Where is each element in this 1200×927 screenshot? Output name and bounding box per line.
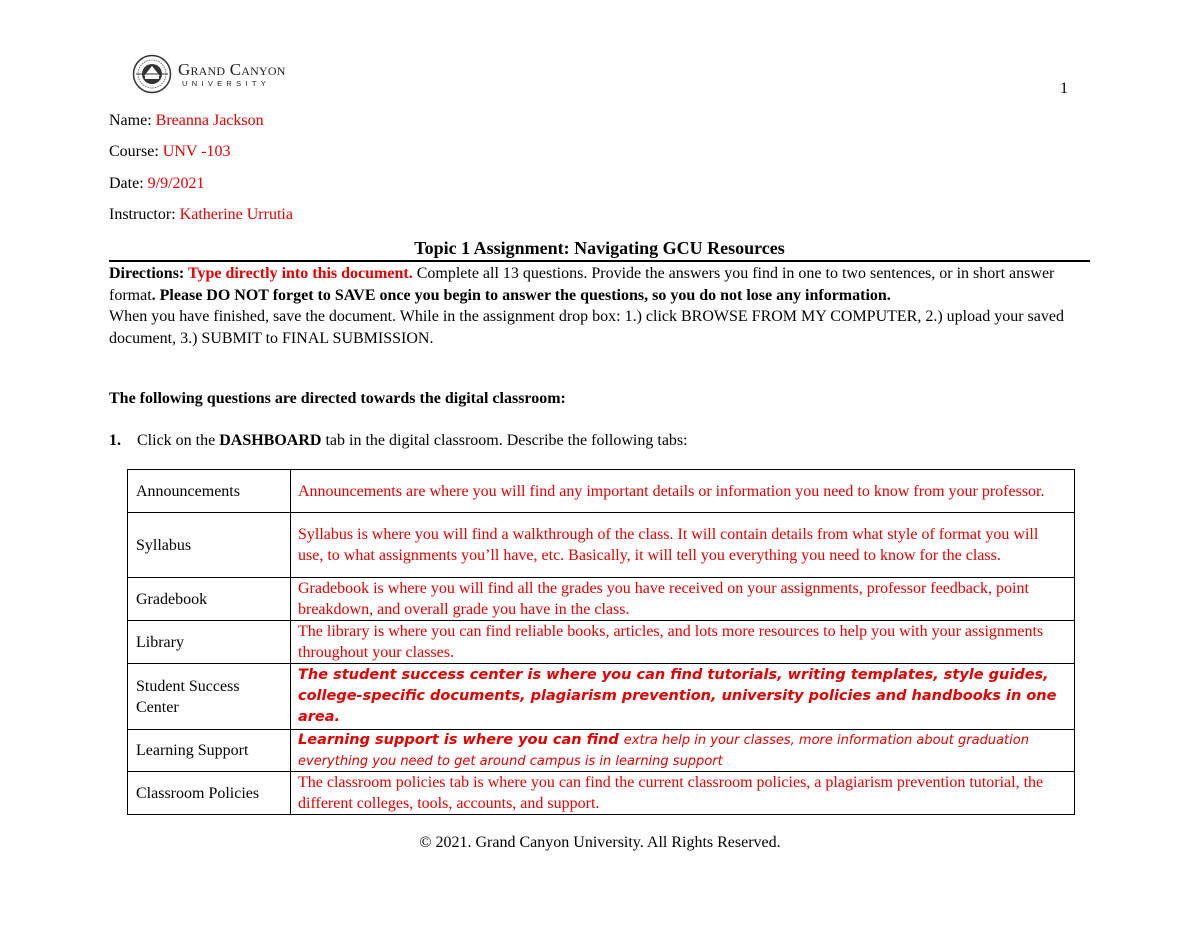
question-text-before: Click on the — [137, 432, 220, 449]
question-bold: DASHBOARD — [219, 432, 322, 449]
course-value: UNV -103 — [162, 143, 231, 160]
directions-red-text: Type directly into this document. — [187, 265, 413, 282]
copyright-footer: © 2021. Grand Canyon University. All Rights Reserved. — [419, 834, 781, 851]
logo-subtitle: UNIVERSITY — [182, 78, 271, 88]
row-label: Learning Support — [128, 730, 291, 772]
row-answer[interactable]: Announcements are where you will find any important details or information you need to know from your professor. — [291, 470, 1075, 513]
instructor-value: Katherine Urrutia — [179, 206, 293, 223]
row-answer[interactable]: Syllabus is where you will find a walkthrough of the class. It will contain details from what style of format you will use, to what assignments you’ll have, etc. Basically, it will tell you everything you need to know for the class. — [291, 513, 1075, 578]
row-label: Announcements — [128, 470, 291, 513]
table-row — [128, 772, 1075, 815]
table-row — [128, 664, 1075, 730]
row-label: Student Success Center — [128, 664, 291, 730]
question-number: 1. — [109, 432, 121, 449]
date-line — [109, 175, 205, 193]
directions-block — [109, 263, 1094, 349]
directions-text: Complete all 13 questions. Provide the answers you find in one to two sentences, or in short answer format — [109, 265, 1055, 304]
row-answer[interactable]: The library is where you can find reliable books, articles, and lots more resources to help you with your assignments throughout your classes. — [291, 621, 1075, 664]
table-row — [128, 513, 1075, 578]
university-seal-icon — [132, 54, 172, 94]
row-answer[interactable] — [291, 730, 1075, 772]
table-row — [128, 578, 1075, 621]
row-label: Classroom Policies — [128, 772, 291, 815]
directions-paragraph — [109, 263, 1094, 306]
course-line — [109, 143, 230, 161]
row-answer[interactable]: The classroom policies tab is where you can find the current classroom policies, a plagiarism prevention tutorial, the different colleges, tools, accounts, and support. — [291, 772, 1075, 815]
table-row — [128, 470, 1075, 513]
question-text-after: tab in the digital classroom. Describe the following tabs: — [321, 432, 688, 449]
submission-instructions: When you have finished, save the document. While in the assignment drop box: 1.) click BROWSE FROM MY COMPUTER, 2.) upload your saved document, 3.) SUBMIT to FINAL SUBMISSION. — [109, 308, 1064, 347]
section-heading: The following questions are directed towards the digital classroom: — [109, 390, 566, 407]
document-title: Topic 1 Assignment: Navigating GCU Resources — [109, 238, 1090, 262]
name-value: Breanna Jackson — [155, 112, 264, 129]
directions-label: Directions: — [109, 265, 188, 282]
name-label: Name: — [109, 112, 156, 129]
page-number: 1 — [1060, 80, 1068, 97]
tabs-description-table — [127, 469, 1075, 815]
row-answer[interactable]: The student success center is where you can find tutorials, writing templates, style guides, college-specific documents, plagiarism prevention, university policies and handbooks in one area. — [291, 664, 1075, 730]
table-row — [128, 621, 1075, 664]
row-label: Gradebook — [128, 578, 291, 621]
directions-bold-text: . Please DO NOT forget to SAVE once you begin to answer the questions, so you do not lose any information. — [151, 286, 891, 304]
university-logo — [132, 54, 286, 94]
date-label: Date: — [109, 175, 148, 192]
question-1 — [109, 432, 688, 450]
date-value: 9/9/2021 — [147, 175, 205, 192]
row-answer[interactable]: Gradebook is where you will find all the grades you have received on your assignments, professor feedback, point breakdown, and overall grade you have in the class. — [291, 578, 1075, 621]
row-label: Library — [128, 621, 291, 664]
table-row — [128, 730, 1075, 772]
answer-part-regular: extra help in your classes, more information about graduation everything you need to get around campus is in learning support — [298, 733, 1029, 769]
instructor-line — [109, 206, 293, 224]
name-line — [109, 112, 264, 130]
course-label: Course: — [109, 143, 163, 160]
row-label: Syllabus — [128, 513, 291, 578]
instructor-label: Instructor: — [109, 206, 180, 223]
answer-part-bold: Learning support is where you can find — [298, 732, 624, 748]
logo-name: Grand Canyon — [178, 59, 286, 79]
